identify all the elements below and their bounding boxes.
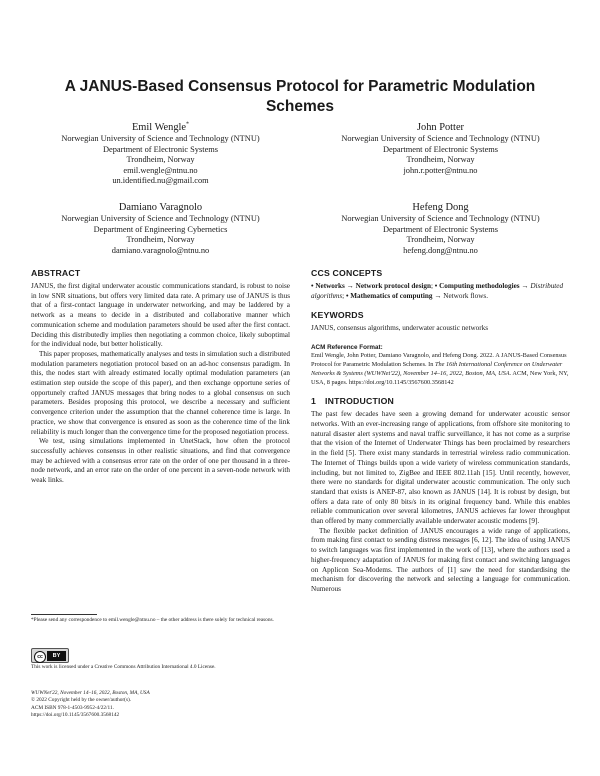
author-block-1 bbox=[31, 122, 290, 187]
author-location: Trondheim, Norway bbox=[126, 235, 195, 245]
author-block-4 bbox=[311, 202, 570, 256]
conference-info bbox=[31, 690, 290, 720]
author-name: Damiano Varagnolo bbox=[118, 202, 203, 213]
author-email[interactable]: emil.wengle@ntnu.no bbox=[123, 165, 198, 175]
introduction-paragraph: The past few decades have seen a growing demand for underwater acoustic sensor networks. With an ever-increasing range of applications, from offshore site monitoring to natural disaster alert systems and naval traffic surveillance, it has not come as a surprise that the vision of the Internet of Underwater Things has been proclaimed by researchers in the field [5]. There exist many standards in terrestrial wireless radio communication. The Internet of Things builds upon a wide variety of wireless communication standards, including, but not limited to, ZigBee and IEEE 802.11ah [15]. Until recently, however, there were no standards for digital underwater acoustic communication. The only such standard that exists is ANEP-87, also known as JANUS [14]. It is robust by design, but offers a data rate of only 80 bits/s in its original frequency band. While this enables reliable communication over several kilometres, JANUS achieves far lower throughput than offered by many commercially available underwater acoustic modems [9]. bbox=[311, 410, 570, 526]
left-column bbox=[31, 268, 290, 486]
acm-reference-text: Emil Wengle, John Potter, Damiano Varagnolo, and Hefeng Dong. 2022. A JANUS-Based Consensus Protocol for Parametric Modulation Schemes. In The 16th International Conference on Underwater Networks & Systems (WUWNet'22), November 14–16, 2022, Boston, MA, USA. ACM, New York, NY, USA, 8 pages. https://doi.org/10.1145/3567600.3568142 bbox=[311, 352, 569, 386]
author-email[interactable]: hefeng.dong@ntnu.no bbox=[403, 245, 478, 255]
cc-icon: cc bbox=[34, 651, 46, 663]
author-department: Department of Electronic Systems bbox=[382, 144, 499, 154]
abstract-paragraph: We test, using simulations implemented in UnetStack, how often the protocol successfully achieves consensus in other realistic situations, and find that convergence may be achieved with a consensus error rate on the order of one per thousand in a three-node network, and an error rate on the order of one percent in a seven-node network with weak links. bbox=[31, 437, 290, 485]
author-location: Trondheim, Norway bbox=[406, 155, 475, 165]
footnote-rule bbox=[31, 614, 97, 615]
keywords-text: JANUS, consensus algorithms, underwater acoustic networks bbox=[311, 324, 489, 333]
paper-title: A JANUS-Based Consensus Protocol for Parametric Modulation Schemes bbox=[64, 78, 536, 115]
author-email[interactable]: un.identified.nu@gmail.com bbox=[112, 176, 209, 186]
introduction-heading: 1 INTRODUCTION bbox=[311, 396, 394, 407]
author-department: Department of Engineering Cybernetics bbox=[93, 224, 228, 234]
correspondence-footnote: *Please send any correspondence to emil.wengle@ntnu.no – the other address is there solely for technical reasons. bbox=[31, 617, 274, 623]
author-block-2 bbox=[311, 122, 570, 176]
copyright-line: © 2022 Copyright held by the owner/author(s). bbox=[31, 697, 132, 704]
author-affiliation: Norwegian University of Science and Technology (NTNU) bbox=[61, 214, 260, 223]
author-location: Trondheim, Norway bbox=[406, 235, 475, 245]
right-column bbox=[311, 268, 570, 595]
ccs-concepts: • Networks → Network protocol design; • Computing methodologies → Distributed algorithms; • Mathematics of computing → Network flows. bbox=[311, 282, 564, 300]
isbn-line: ACM ISBN 978-1-4503-9952-4/22/11. bbox=[31, 704, 114, 711]
cc-by-license-icon[interactable] bbox=[31, 648, 69, 663]
author-block-3 bbox=[31, 202, 290, 256]
author-name: Hefeng Dong bbox=[412, 202, 469, 213]
introduction-paragraph: The flexible packet definition of JANUS encourages a wide range of applications, from making first contact to sending distress messages [6, 12]. The idea of using JANUS to switch languages was first implemented in the work of [13], where the authors used a higher-frequency adaptation of JANUS for making first contact and switching languages on Applicon Sea-Modems. The authors of [1] saw the need for standardising the mechanism for discovering the network and selecting a language for communication. Numerous bbox=[311, 526, 570, 593]
doi-link[interactable]: https://doi.org/10.1145/3567600.3568142 bbox=[31, 712, 120, 719]
abstract-paragraph: This paper proposes, mathematically analyses and tests in simulation such a distributed modulation parameters negotiation protocol based on an ad-hoc consensus paradigm. In this, the nodes start with already estimated locally optimal modulation parameters (an estimation step outside the scope of this paper), and then exchange opportune series of opportunely crafted JANUS messages that bring nodes to a global consensus on such parameters. Besides proposing this protocol, we describe a necessary and sufficient convergence criterion under the assumption that the channel coherence time is large. In practice, we show that convergence is ensured as soon as the coherence time of the link reliability is much longer than the convergence time for the proposed negotiation process. bbox=[31, 349, 290, 436]
abstract-paragraph: JANUS, the first digital underwater acoustic communications standard, is robust to noise in low SNR situations, but offers very limited data rate. A primary use of JANUS is thus that of a first-contact language in underwater networking, and may be laddered by a network as a means to decide in a distributed and collaborative manner which communication scheme and modulation parameters should be used after the first contact. Deciding this distributedly implies then negotiating a common choice, likely suboptimal for the individual node, but better holistically. bbox=[31, 282, 290, 349]
author-affiliation: Norwegian University of Science and Technology (NTNU) bbox=[341, 214, 540, 223]
by-icon: BY bbox=[47, 651, 66, 661]
author-name: Emil Wengle* bbox=[131, 121, 190, 133]
author-location: Trondheim, Norway bbox=[126, 155, 195, 165]
conference-venue: WUWNet'22, November 14–16, 2022, Boston, MA, USA bbox=[31, 690, 150, 696]
keywords-heading: KEYWORDS bbox=[311, 310, 364, 321]
author-name: John Potter bbox=[416, 122, 465, 133]
ccs-heading: CCS CONCEPTS bbox=[311, 268, 383, 278]
author-email[interactable]: john.r.potter@ntnu.no bbox=[403, 165, 478, 175]
acm-reference-heading: ACM Reference Format: bbox=[311, 344, 383, 352]
author-department: Department of Electronic Systems bbox=[102, 144, 219, 154]
abstract-heading: ABSTRACT bbox=[31, 268, 81, 278]
license-text: This work is licensed under a Creative Commons Attribution International 4.0 License. bbox=[31, 664, 216, 670]
author-affiliation: Norwegian University of Science and Technology (NTNU) bbox=[61, 134, 260, 143]
author-email[interactable]: damiano.varagnolo@ntnu.no bbox=[111, 245, 210, 255]
author-department: Department of Electronic Systems bbox=[382, 224, 499, 234]
author-affiliation: Norwegian University of Science and Technology (NTNU) bbox=[341, 134, 540, 143]
